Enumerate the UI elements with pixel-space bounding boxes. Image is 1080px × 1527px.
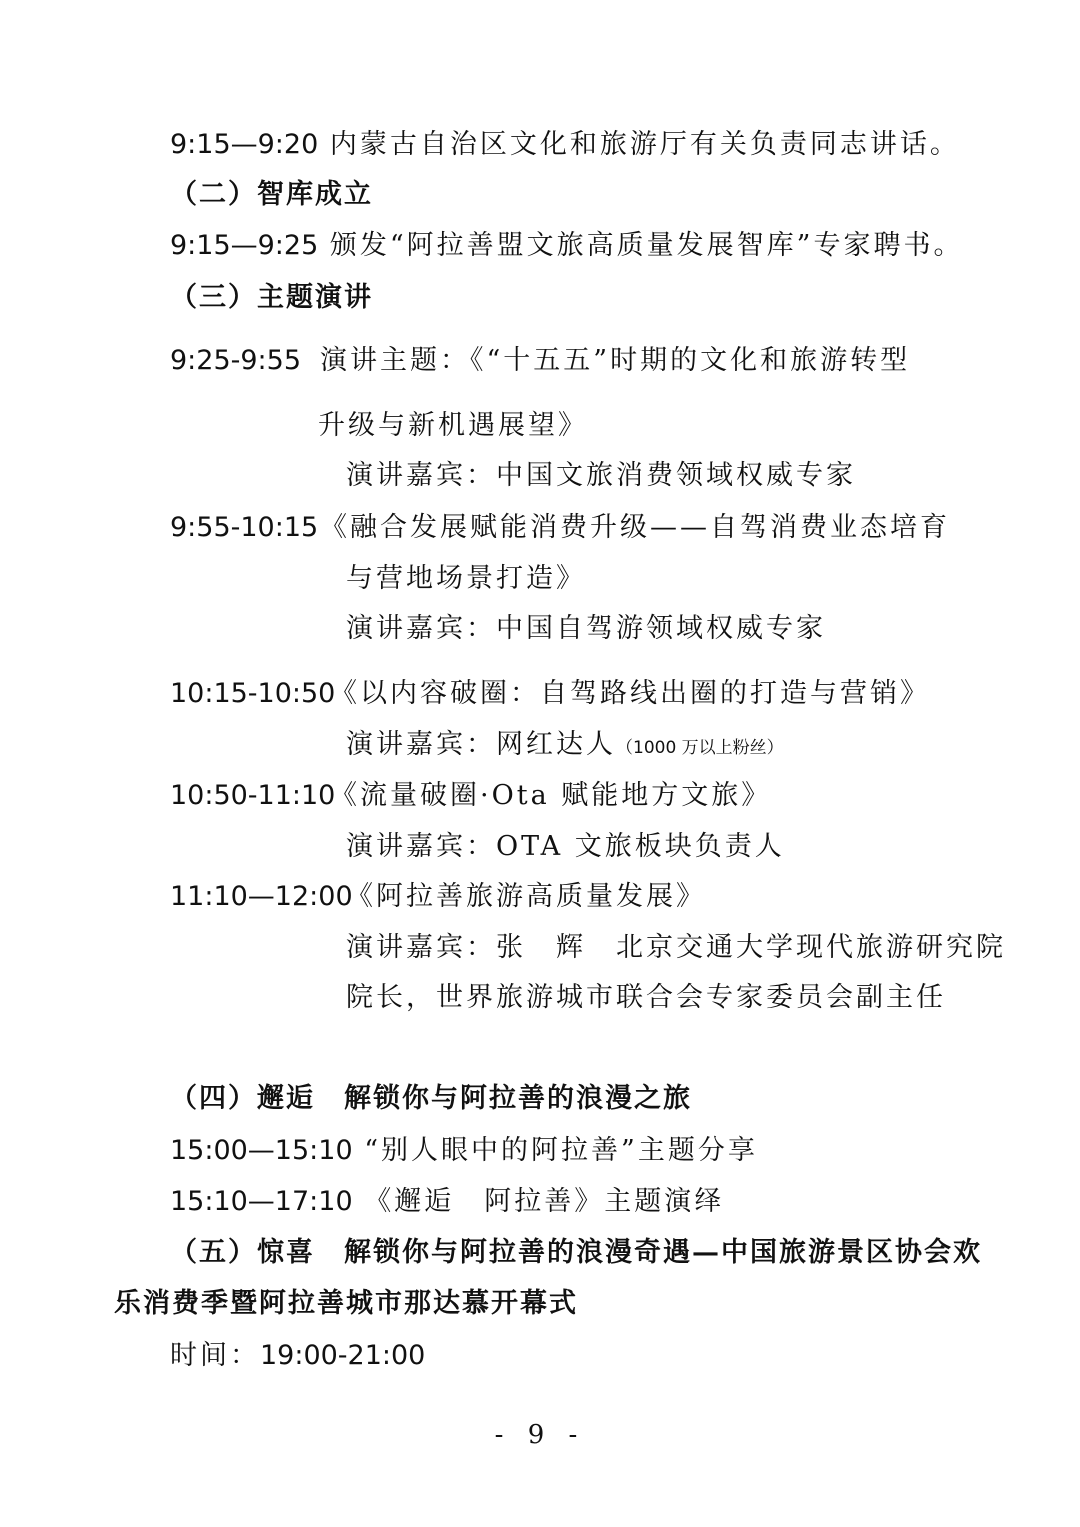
time-value: 19:00-21:00: [260, 1340, 426, 1371]
text: “别人眼中的阿拉善”主题分享: [364, 1135, 758, 1166]
talk-5-guest: 演讲嘉宾：张 辉 北京交通大学现代旅游研究院: [346, 932, 1006, 963]
talk-3-time: 10:15-10:50: [170, 678, 336, 709]
talk-2-time: 9:55-10:15: [170, 512, 319, 543]
sharing-line: [170, 1133, 758, 1169]
text: 《邂逅 阿拉善》主题演绎: [364, 1186, 725, 1217]
talk-5-time: 11:10—12:00: [170, 881, 353, 912]
page-number: - 9 -: [494, 1420, 586, 1450]
certificate-line: [170, 228, 963, 264]
time: 15:00—15:10: [170, 1135, 353, 1166]
section-heading-4: （四）邂逅 解锁你与阿拉善的浪漫之旅: [170, 1083, 692, 1114]
time: 15:10—17:10: [170, 1186, 353, 1217]
guest-label: 演讲嘉宾：网红达人: [346, 729, 616, 760]
talk-2-guest: 演讲嘉宾：中国自驾游领域权威专家: [346, 613, 826, 644]
talk-1-title: 演讲主题：《“十五五”时期的文化和旅游转型: [320, 345, 911, 376]
talk-5-guest-cont: 院长，世界旅游城市联合会专家委员会副主任: [346, 982, 946, 1013]
section-heading-5: （五）惊喜 解锁你与阿拉善的浪漫奇遇—中国旅游景区协会欢: [170, 1237, 982, 1268]
talk-3-title: 《以内容破圈：自驾路线出圈的打造与营销》: [330, 678, 930, 709]
text: 颁发“阿拉善盟文旅高质量发展智库”专家聘书。: [329, 230, 964, 261]
talk-2-title: 《融合发展赋能消费升级——自驾消费业态培育: [320, 512, 950, 543]
opening-speech-line: [170, 127, 960, 163]
talk-5-title: 《阿拉善旅游高质量发展》: [346, 881, 706, 912]
talk-4-title: 《流量破圈·Ota 赋能地方文旅》: [330, 780, 772, 811]
time: 9:15—9:20: [170, 129, 319, 160]
section-heading-5-cont: 乐消费季暨阿拉善城市那达慕开幕式: [114, 1288, 578, 1319]
event-time-line: [170, 1338, 425, 1374]
talk-2-title-cont: 与营地场景打造》: [346, 563, 586, 594]
talk-4-guest: 演讲嘉宾：OTA 文旅板块负责人: [346, 831, 785, 862]
talk-4-time: 10:50-11:10: [170, 780, 336, 811]
talk-1-title-cont: 升级与新机遇展望》: [318, 410, 588, 441]
talk-1-guest: 演讲嘉宾：中国文旅消费领域权威专家: [346, 460, 856, 491]
performance-line: [170, 1184, 724, 1220]
time-label: 时间：: [170, 1340, 260, 1371]
section-heading-3: （三）主题演讲: [170, 282, 373, 313]
talk-1-time: 9:25-9:55: [170, 345, 302, 376]
talk-3-guest: [346, 727, 784, 766]
guest-note: （1000 万以上粉丝）: [616, 738, 784, 758]
text: 内蒙古自治区文化和旅游厅有关负责同志讲话。: [329, 129, 960, 160]
section-heading-2: （二）智库成立: [170, 179, 373, 210]
time: 9:15—9:25: [170, 230, 319, 261]
